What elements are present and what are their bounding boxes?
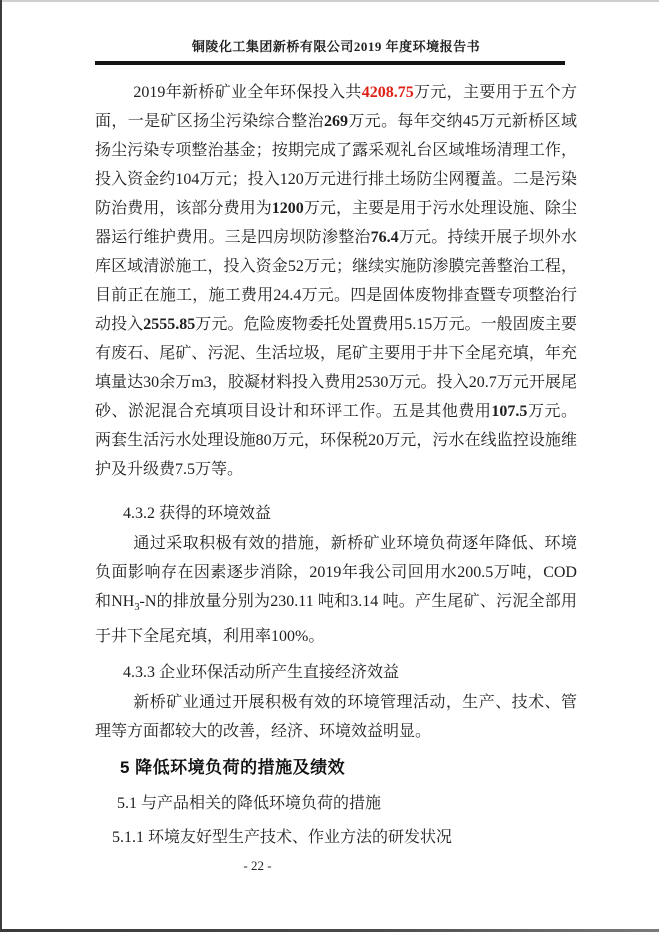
paragraph-economic-benefit: 新桥矿业通过开展积极有效的环境管理活动，生产、技术、管理等方面都较大的改善，经济、环境效益明显。	[95, 694, 577, 741]
paragraph-environment-benefit: 通过采取积极有效的措施，新桥矿业环境负荷逐年降低、环境负面影响存在因素逐步消除，2019年我公司回用水200.5万吨，COD和$NH_3-N$的排放量分别为230.11 吨和3.14 吨。产生尾矿、污泥全部用于井下全尾充填，利用率100%。	[95, 535, 577, 646]
scan-edge-left	[0, 0, 2, 932]
document-header-title: 铜陵化工集团新桥有限公司2019 年度环境报告书	[191, 39, 481, 54]
heading-5-1-1: 5.1.1 环境友好型生产技术、作业方法的研发状况	[112, 829, 453, 847]
heading-4-3-2: 4.3.2 获得的环境效益	[123, 505, 272, 522]
header-rule	[95, 61, 565, 65]
heading-5-1: 5.1 与产品相关的降低环境负荷的措施	[117, 795, 382, 813]
page-number: - 22 -	[243, 858, 272, 873]
heading-4-3-3: 4.3.3 企业环保活动所产生直接经济效益	[123, 664, 400, 682]
page-content	[95, 0, 577, 852]
heading-5: 5 降低环境负荷的措施及绩效	[120, 758, 346, 778]
paragraph-environment-investment: 2019年新桥矿业全年环保投入共4208.75万元，主要用于五个方面，一是矿区扬尘污染综合整治269万元。每年交纳45万元新桥区域扬尘污染专项整治基金；按期完成了露采观礼台区域堆场清理工作，投入资金约104万元；投入120万元进行排土场防尘网覆盖。二是污染防治费用，该部分费用为1200万元，主要是用于污水处理设施、除尘器运行维护费用。三是四房坝防渗整治76.4万元。持续开展子坝外水库区域清淤施工，投入资金52万元；继续实施防渗膜完善整治工程，目前正在施工，施工费用24.4万元。四是固体废物排查暨专项整治行动投入2555.85万元。危险废物委托处置费用5.15万元。一般固废主要有废石、尾矿、污泥、生活垃圾，尾矿主要用于井下全尾充填，年充填量达30余万m3，胶凝材料投入费用2530万元。投入20.7万元开展尾砂、淤泥混合充填项目设计和环评工作。五是其他费用107.5万元。两套生活污水处理设施80万元，环保税20万元，污水在线监控设施维护及升级费7.5万等。	[95, 84, 577, 478]
